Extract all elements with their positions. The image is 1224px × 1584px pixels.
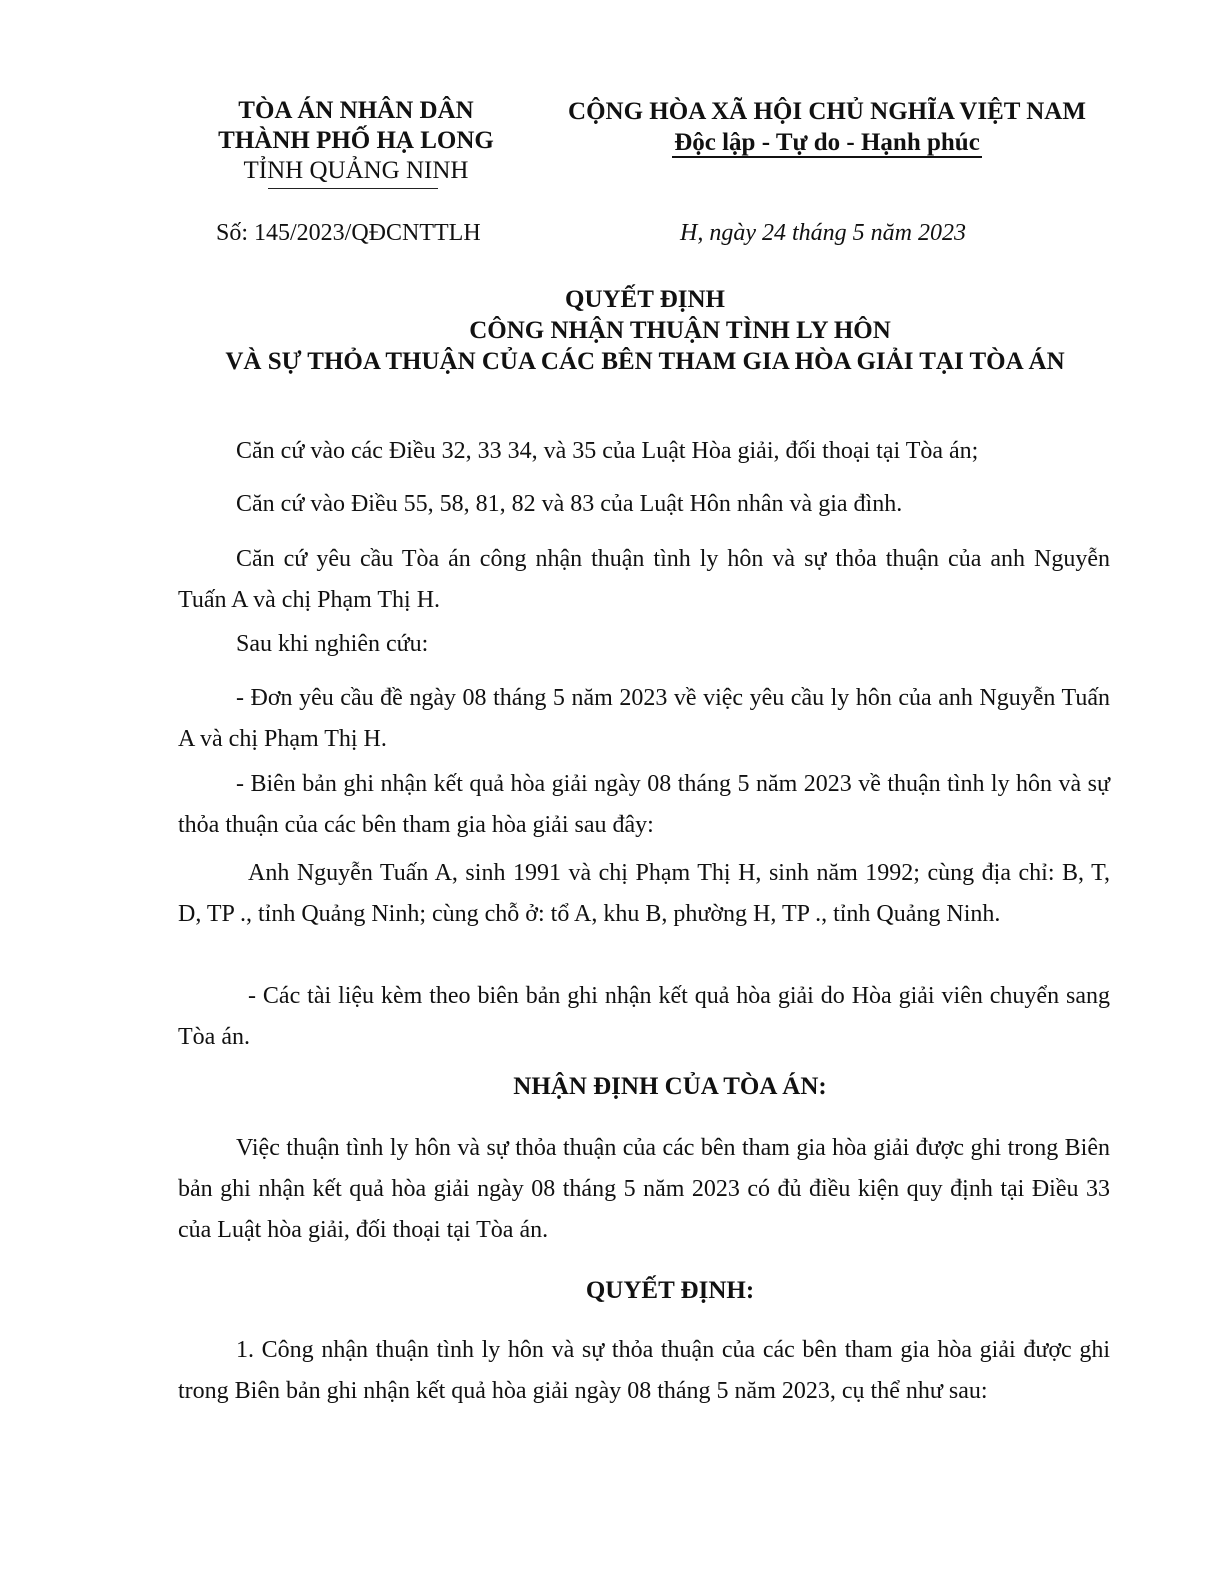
document-title [170,284,1120,377]
national-heading [540,96,1114,158]
decision-point-1: 1. Công nhận thuận tình ly hôn và sự thỏa thuận của các bên tham gia hòa giải được ghi trong Biên bản ghi nhận kết quả hòa giải ngày 08 tháng 5 năm 2023, cụ thể như sau: [178,1337,1110,1404]
court-findings-heading: NHẬN ĐỊNH CỦA TÒA ÁN: [513,1073,827,1100]
agency-line-3: TỈNH QUẢNG NINH [243,157,469,184]
title-line-1: QUYẾT ĐỊNH [565,286,725,313]
decision-heading: QUYẾT ĐỊNH: [585,1277,755,1304]
nation-name: CỘNG HÒA XÃ HỘI CHỦ NGHĨA VIỆT NAM [568,98,1086,125]
legal-basis-2: Căn cứ vào Điều 55, 58, 81, 82 và 83 của Luật Hôn nhân và gia đình. [236,491,903,517]
document-number: Số: 145/2023/QĐCNTTLH [216,220,481,246]
study-item-2: - Biên bản ghi nhận kết quả hòa giải ngày 08 tháng 5 năm 2023 về thuận tình ly hôn và sự thỏa thuận của các bên tham gia hòa giải sau đây: [178,771,1110,838]
title-line-2: CÔNG NHẬN THUẬN TÌNH LY HÔN [469,317,891,344]
parties-info: Anh Nguyễn Tuấn A, sinh 1991 và chị Phạm Thị H, sinh năm 1992; cùng địa chỉ: B, T, D, TP ., tỉnh Quảng Ninh; cùng chỗ ở: tổ A, khu B, phường H, TP ., tỉnh Quảng Ninh. [178,860,1110,927]
legal-basis-1: Căn cứ vào các Điều 32, 33 34, và 35 của Luật Hòa giải, đối thoại tại Tòa án; [236,438,979,464]
agency-line-2: THÀNH PHỐ HẠ LONG [218,127,494,154]
court-findings-text: Việc thuận tình ly hôn và sự thỏa thuận của các bên tham gia hòa giải được ghi trong Biên bản ghi nhận kết quả hòa giải ngày 08 tháng 5 năm 2023 có đủ điều kiện quy định tại Điều 33 của Luật hòa giải, đối thoại tại Tòa án. [178,1135,1110,1243]
agency-divider [268,188,438,189]
legal-basis-3: Căn cứ yêu cầu Tòa án công nhận thuận tình ly hôn và sự thỏa thuận của anh Nguyễn Tuấn A và chị Phạm Thị H. [178,546,1110,613]
study-item-3: - Các tài liệu kèm theo biên bản ghi nhận kết quả hòa giải do Hòa giải viên chuyển sang Tòa án. [178,983,1110,1050]
issuing-agency [196,96,516,186]
study-item-1: - Đơn yêu cầu đề ngày 08 tháng 5 năm 2023 về việc yêu cầu ly hôn của anh Nguyễn Tuấn A và chị Phạm Thị H. [178,685,1110,752]
after-study-label: Sau khi nghiên cứu: [236,631,429,657]
national-motto: Độc lập - Tự do - Hạnh phúc [674,129,980,156]
title-line-3: VÀ SỰ THỎA THUẬN CỦA CÁC BÊN THAM GIA HÒA GIẢI TẠI TÒA ÁN [225,348,1065,375]
agency-line-1: TÒA ÁN NHÂN DÂN [238,97,474,124]
place-date: H, ngày 24 tháng 5 năm 2023 [680,220,966,246]
